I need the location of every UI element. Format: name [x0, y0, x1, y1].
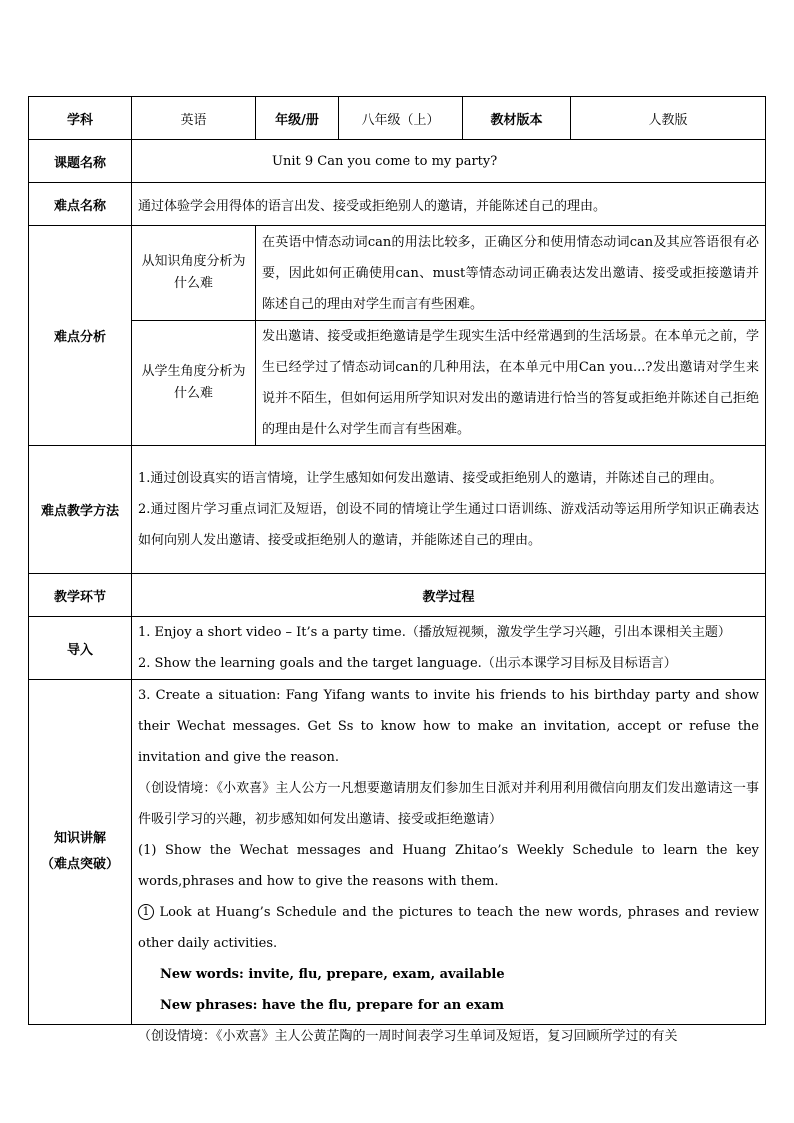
intro-line-2: 2. Show the learning goals and the target language.（出示本课学习目标及目标语言） [138, 656, 677, 671]
new-words-line: New words: invite, flu, prepare, exam, available [160, 967, 505, 982]
method-row [29, 446, 766, 574]
grade-label: 年级/册 [256, 97, 339, 140]
student-angle-label: 从学生角度分析为什么难 [132, 321, 256, 446]
grade-value: 八年级（上） [339, 97, 463, 140]
knowledge-content [132, 680, 766, 1044]
lesson-plan-table [28, 96, 766, 1044]
student-angle-text: 发出邀请、接受或拒绝邀请是学生现实生活中经常遇到的生活场景。在本单元之前，学生已经学过了情态动词can的几种用法，在本单元中用Can you...?发出邀请对学生来说并不陌生，但如何运用所学知识对发出的邀请进行恰当的答复或拒绝并陈述自己拒绝的理由是什么对学生而言有些困难。 [256, 321, 766, 446]
difficulty-row [29, 183, 766, 226]
knowledge-para-4 [138, 897, 759, 959]
method-content [132, 446, 766, 574]
intro-row [29, 617, 766, 680]
intro-line-1: 1. Enjoy a short video – It’s a party time.（播放短视频，激发学生学习兴趣，引出本课相关主题） [138, 625, 731, 640]
difficulty-value: 通过体验学会用得体的语言出发、接受或拒绝别人的邀请，并能陈述自己的理由。 [132, 183, 766, 226]
method-item-2: 2.通过图片学习重点词汇及短语，创设不同的情境让学生通过口语训练、游戏活动等运用所学知识正确表达如何向别人发出邀请、接受或拒绝别人的邀请，并能陈述自己的理由。 [138, 502, 759, 548]
knowledge-label-line-2: （难点突破） [40, 857, 119, 872]
method-label: 难点教学方法 [29, 446, 132, 574]
topic-value: Unit 9 Can you come to my party? [132, 140, 766, 183]
knowledge-para-3: (1) Show the Wechat messages and Huang Zhitao’s Weekly Schedule to learn the key words,phrases and how to give the reasons with them. [138, 843, 759, 889]
stage-label: 教学环节 [29, 574, 132, 617]
knowledge-para-4-text: Look at Huang’s Schedule and the pictures to teach the new words, phrases and review other daily activities. [138, 905, 759, 951]
knowledge-para-5: （创设情境：《小欢喜》主人公黄芷陶的一周时间表学习生单词及短语，复习回顾所学过的有关 [138, 1029, 678, 1044]
header-row [29, 97, 766, 140]
subject-value: 英语 [132, 97, 256, 140]
analysis-row-student [29, 321, 766, 446]
knowledge-content-clip [138, 680, 759, 1044]
analysis-row-knowledge [29, 226, 766, 321]
knowledge-row [29, 680, 766, 1025]
subject-label: 学科 [29, 97, 132, 140]
process-header-row [29, 574, 766, 617]
edition-label: 教材版本 [463, 97, 571, 140]
knowledge-angle-label: 从知识角度分析为什么难 [132, 226, 256, 321]
intro-label: 导入 [29, 617, 132, 680]
knowledge-para-1: 3. Create a situation: Fang Yifang wants to invite his friends to his birthday party and show their Wechat messages. Get Ss to know how to make an invitation, accept or refuse the invitation and give the reason. [138, 688, 759, 765]
intro-content [132, 617, 766, 680]
difficulty-label: 难点名称 [29, 183, 132, 226]
edition-value: 人教版 [571, 97, 766, 140]
circled-number-1: 1 [138, 904, 154, 920]
new-phrases-line: New phrases: have the flu, prepare for an exam [160, 998, 504, 1013]
knowledge-para-2: （创设情境：《小欢喜》主人公方一凡想要邀请朋友们参加生日派对并利用利用微信向朋友们发出邀请这一事件吸引学习的兴趣，初步感知如何发出邀请、接受或拒绝邀请） [138, 781, 759, 827]
knowledge-label [29, 680, 132, 1025]
method-item-1: 1.通过创设真实的语言情境，让学生感知如何发出邀请、接受或拒绝别人的邀请，并陈述自己的理由。 [138, 471, 723, 486]
topic-row [29, 140, 766, 183]
knowledge-label-line-1: 知识讲解 [53, 831, 106, 846]
topic-label: 课题名称 [29, 140, 132, 183]
process-label: 教学过程 [132, 574, 766, 617]
knowledge-angle-text: 在英语中情态动词can的用法比较多，正确区分和使用情态动词can及其应答语很有必要，因此如何正确使用can、must等情态动词正确表达发出邀请、接受或拒接邀请并陈述自己的理由对学生而言有些困难。 [256, 226, 766, 321]
analysis-label: 难点分析 [29, 226, 132, 446]
